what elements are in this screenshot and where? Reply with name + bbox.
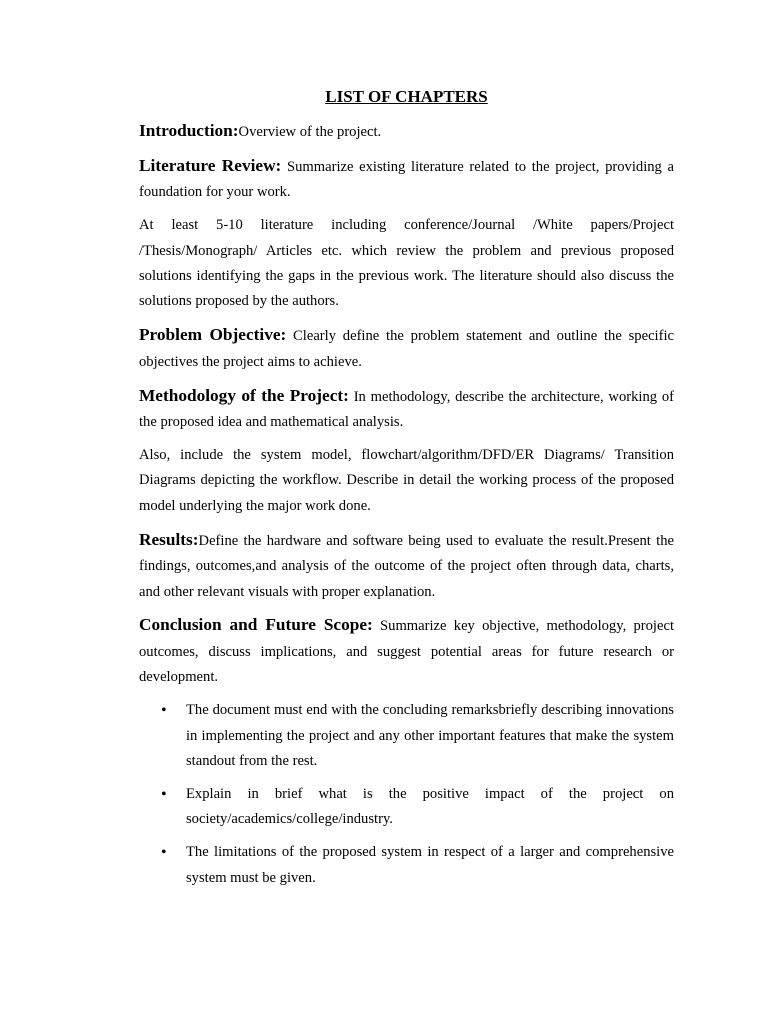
- methodology-text: In methodology, describe the architecture, working of the proposed idea and mathematical analysis.: [139, 388, 675, 431]
- literature-review-paragraph: [139, 153, 674, 206]
- list-item: [161, 782, 674, 833]
- introduction-text: Overview of the project.: [238, 124, 382, 140]
- literature-review-detail: At least 5-10 literature including conference/Journal /White papers/Project /Thesis/Monograph/ Articles etc. which review the problem and previous proposed solutions identifying the gaps in the previous work. The literature should also discuss the solutions proposed by the authors.: [139, 217, 674, 310]
- methodology-heading: Methodology of the Project:: [139, 385, 349, 405]
- introduction-heading: Introduction:: [139, 121, 239, 140]
- bullet-text: The limitations of the proposed system in respect of a larger and comprehensive system must be given.: [186, 844, 674, 886]
- bullet-icon: •: [161, 785, 167, 803]
- results-heading: Results:: [139, 529, 199, 549]
- bullet-text: Explain in brief what is the positive impact of the project on society/academics/college/industry.: [186, 785, 674, 828]
- conclusion-text: Summarize key objective, methodology, project outcomes, discuss implications, and suggest potential areas for future research or development.: [139, 618, 674, 686]
- page-title: LIST OF CHAPTERS: [325, 87, 488, 106]
- conclusion-heading: Conclusion and Future Scope:: [139, 615, 373, 635]
- results-paragraph: [139, 527, 674, 605]
- problem-objective-heading: Problem Objective:: [139, 325, 287, 345]
- conclusion-paragraph: [139, 612, 674, 690]
- list-item: [161, 840, 674, 891]
- problem-objective-text: Clearly define the problem statement and outline the specific objectives the project aims to achieve.: [139, 328, 674, 370]
- bullet-icon: •: [161, 702, 167, 720]
- conclusion-bullet-list: [139, 698, 674, 891]
- bullet-icon: •: [161, 844, 167, 862]
- results-text: Define the hardware and software being used to evaluate the result.Present the findings, outcomes,and analysis of the outcome of the project often through data, charts, and other relevant visuals with proper explanation.: [139, 532, 674, 600]
- bullet-text: The document must end with the concluding remarksbriefly describing innovations in implementing the project and any other important features that make the system standout from the rest.: [186, 702, 674, 769]
- methodology-paragraph: [139, 383, 674, 436]
- methodology-detail: Also, include the system model, flowchart/algorithm/DFD/ER Diagrams/ Transition Diagrams depicting the workflow. Describe in detail the working process of the proposed model underlying the major work done.: [139, 446, 674, 514]
- introduction-paragraph: [139, 118, 674, 145]
- list-item: [161, 698, 674, 774]
- problem-objective-paragraph: [139, 322, 674, 375]
- document-page: [139, 86, 674, 898]
- literature-review-text: Summarize existing literature related to the project, providing a foundation for your work.: [139, 158, 675, 201]
- literature-review-heading: Literature Review:: [139, 155, 282, 175]
